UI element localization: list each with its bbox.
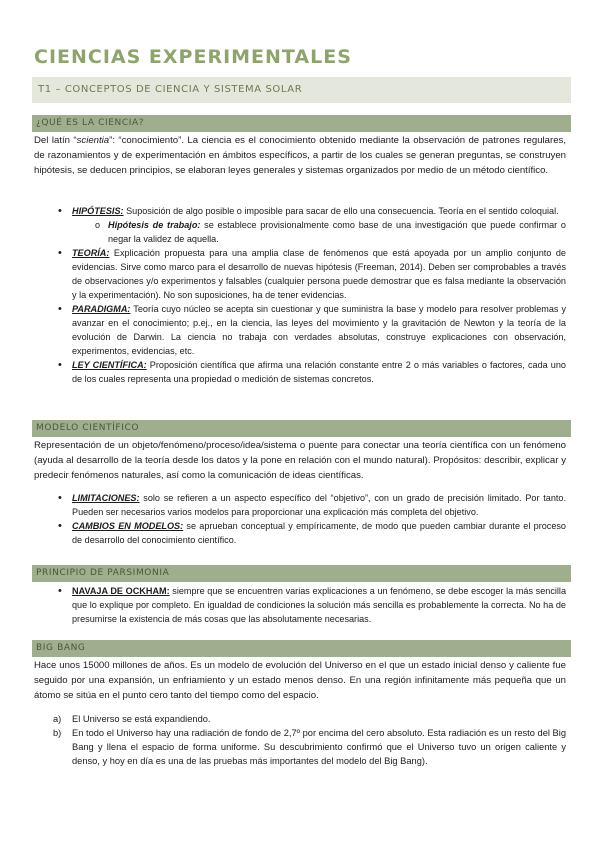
definition-prefix: Del latín “ [34,135,77,146]
list-item-text: El Universo se está expandiendo. [72,714,211,724]
term-definition: Suposición de algo posible o imposible para sacar de ello una consecuencia. Teoría en el sentido coloquial. [123,206,559,216]
topic-title: T1 – CONCEPTOS DE CIENCIA Y SISTEMA SOLAR [38,84,303,95]
term-definition: se aprueban conceptual y empíricamente, de modo que pueden cambiar durante el proceso de desarrollo del conocimiento científico. [72,521,566,545]
big-bang-definition: Hace unos 15000 millones de años. Es un modelo de evolución del Universo en el que un estado inicial denso y caliente fue seguido por una expansión, un enfriamiento y un estado menos denso. En una región infinitamente más pequeña que un átomo se sitúa en el punto cero tanto del tiempo como del espacio. [34,660,566,701]
big-bang-list [53,712,566,768]
latin-word: scientia [76,135,110,146]
list-item-paradigma [72,302,566,358]
sub-item-hipotesis-trabajo [108,218,566,246]
modelo-terms-list [72,491,566,547]
list-item-text: En todo el Universo hay una radiación de fondo de 2,7º por encima del cero absoluto. Esta radiación es un resto del Big Bang y llena el espacio de forma uniforme. Su descubrimiento confirmó que el Universo tuvo un origen caliente y denso, y hoy en día es una de las pruebas más importantes del modelo del Big Bang). [72,728,566,766]
term-label: PARADIGMA: [72,304,131,314]
list-item-teoria [72,246,566,302]
list-item-hipotesis [72,204,566,246]
sub-list [72,218,566,246]
list-item-limitaciones [72,491,566,519]
ciencia-terms-list [72,204,566,386]
term-definition: Explicación propuesta para una amplia clase de fenómenos que está apoyada por un amplio conjunto de evidencias. Sirve como marco para el desarrollo de nuevas hipótesis (Freeman, 2014). Deben ser comprobables a través de observaciones y/o experimentos y falsables (cualquier persona puede demostrar que es falsa mediante la observación y la experimentación). No son suposiciones, ha de tener evidencias. [72,248,566,300]
list-item-ley-cientifica [72,358,566,386]
list-item-navaja-ockham [72,584,566,626]
term-label: HIPÓTESIS: [72,206,124,216]
section-heading-ciencia [32,115,571,132]
section-heading-big-bang [32,640,571,657]
list-item-a [53,712,566,726]
term-label: LIMITACIONES: [72,493,140,503]
section-heading-text: ¿QUÉ ES LA CIENCIA? [36,118,145,128]
document-title: CIENCIAS EXPERIMENTALES [34,46,352,68]
term-label: NAVAJA DE OCKHAM: [72,586,170,596]
sub-term-definition: se establece provisionalmente como base de una investigación que puede confirmar o negar la validez de aquella. [108,220,566,244]
section-heading-text: PRINCIPIO DE PARSIMONIA [36,568,170,578]
list-marker: a) [53,714,62,724]
term-definition: Teoría cuyo núcleo se acepta sin cuestionar y que suministra la base y modelo para resolver problemas y avanzar en el conocimiento; p.ej., en la ciencia, las leyes del movimiento y la gravitación de Newton y la teoría de la evolución de Darwin. La ciencia no trabaja con verdades absolutas, construye explicaciones con observación, experimentos, evidencias, etc. [72,304,566,356]
term-label: LEY CIENTÍFICA: [72,360,147,370]
sub-term-label: Hipótesis de trabajo: [108,220,201,230]
term-label: CAMBIOS EN MODELOS: [72,521,184,531]
section-heading-text: BIG BANG [36,643,86,653]
term-label: TEORÍA: [72,248,110,258]
ciencia-definition [34,133,566,178]
section-heading-modelo [32,420,571,437]
section-heading-parsimonia [32,565,571,582]
term-definition: Proposición científica que afirma una relación constante entre 2 o más variables o factores, cada uno de los cuales representa una propiedad o medición de sistemas concretos. [72,360,566,384]
list-item-cambios-modelos [72,519,566,547]
parsimonia-list [72,584,566,626]
term-definition: solo se refieren a un aspecto específico del “objetivo”, con un grado de precisión limitado. Por tanto. Pueden ser necesarios varios modelos para proporcionar una explicación más completa del objetivo. [72,493,566,517]
list-marker: b) [53,728,62,738]
list-item-b [53,726,566,768]
topic-bar [32,77,571,103]
definition-text: ”: “conocimiento”. La ciencia es el conocimiento obtenido mediante la observación de patrones regulares, de razonamientos y de experimentación en ámbitos específicos, a partir de los cuales se generan preguntas, se construyen hipótesis, se deducen principios, se elaboran leyes generales y sistemas organizados por medio de un método científico. [34,135,566,176]
modelo-definition: Representación de un objeto/fenómeno/proceso/idea/sistema o puente para conectar una teoría científica con un fenómeno (ayuda al desarrollo de la teoría desde los datos y la pone en relación con el mundo natural). Propósitos: describir, explicar y predecir fenómenos naturales, así como la comunicación de ideas científicas. [34,440,566,481]
section-heading-text: MODELO CIENTÍFICO [36,423,140,433]
term-definition: siempre que se encuentren varias explicaciones a un fenómeno, se debe escoger la más sencilla que lo explique por completo. En igualdad de condiciones la solución más sencilla es probablemente la correcta. No ha de presumirse la existencia de más cosas que las absolutamente necesarias. [72,586,566,624]
